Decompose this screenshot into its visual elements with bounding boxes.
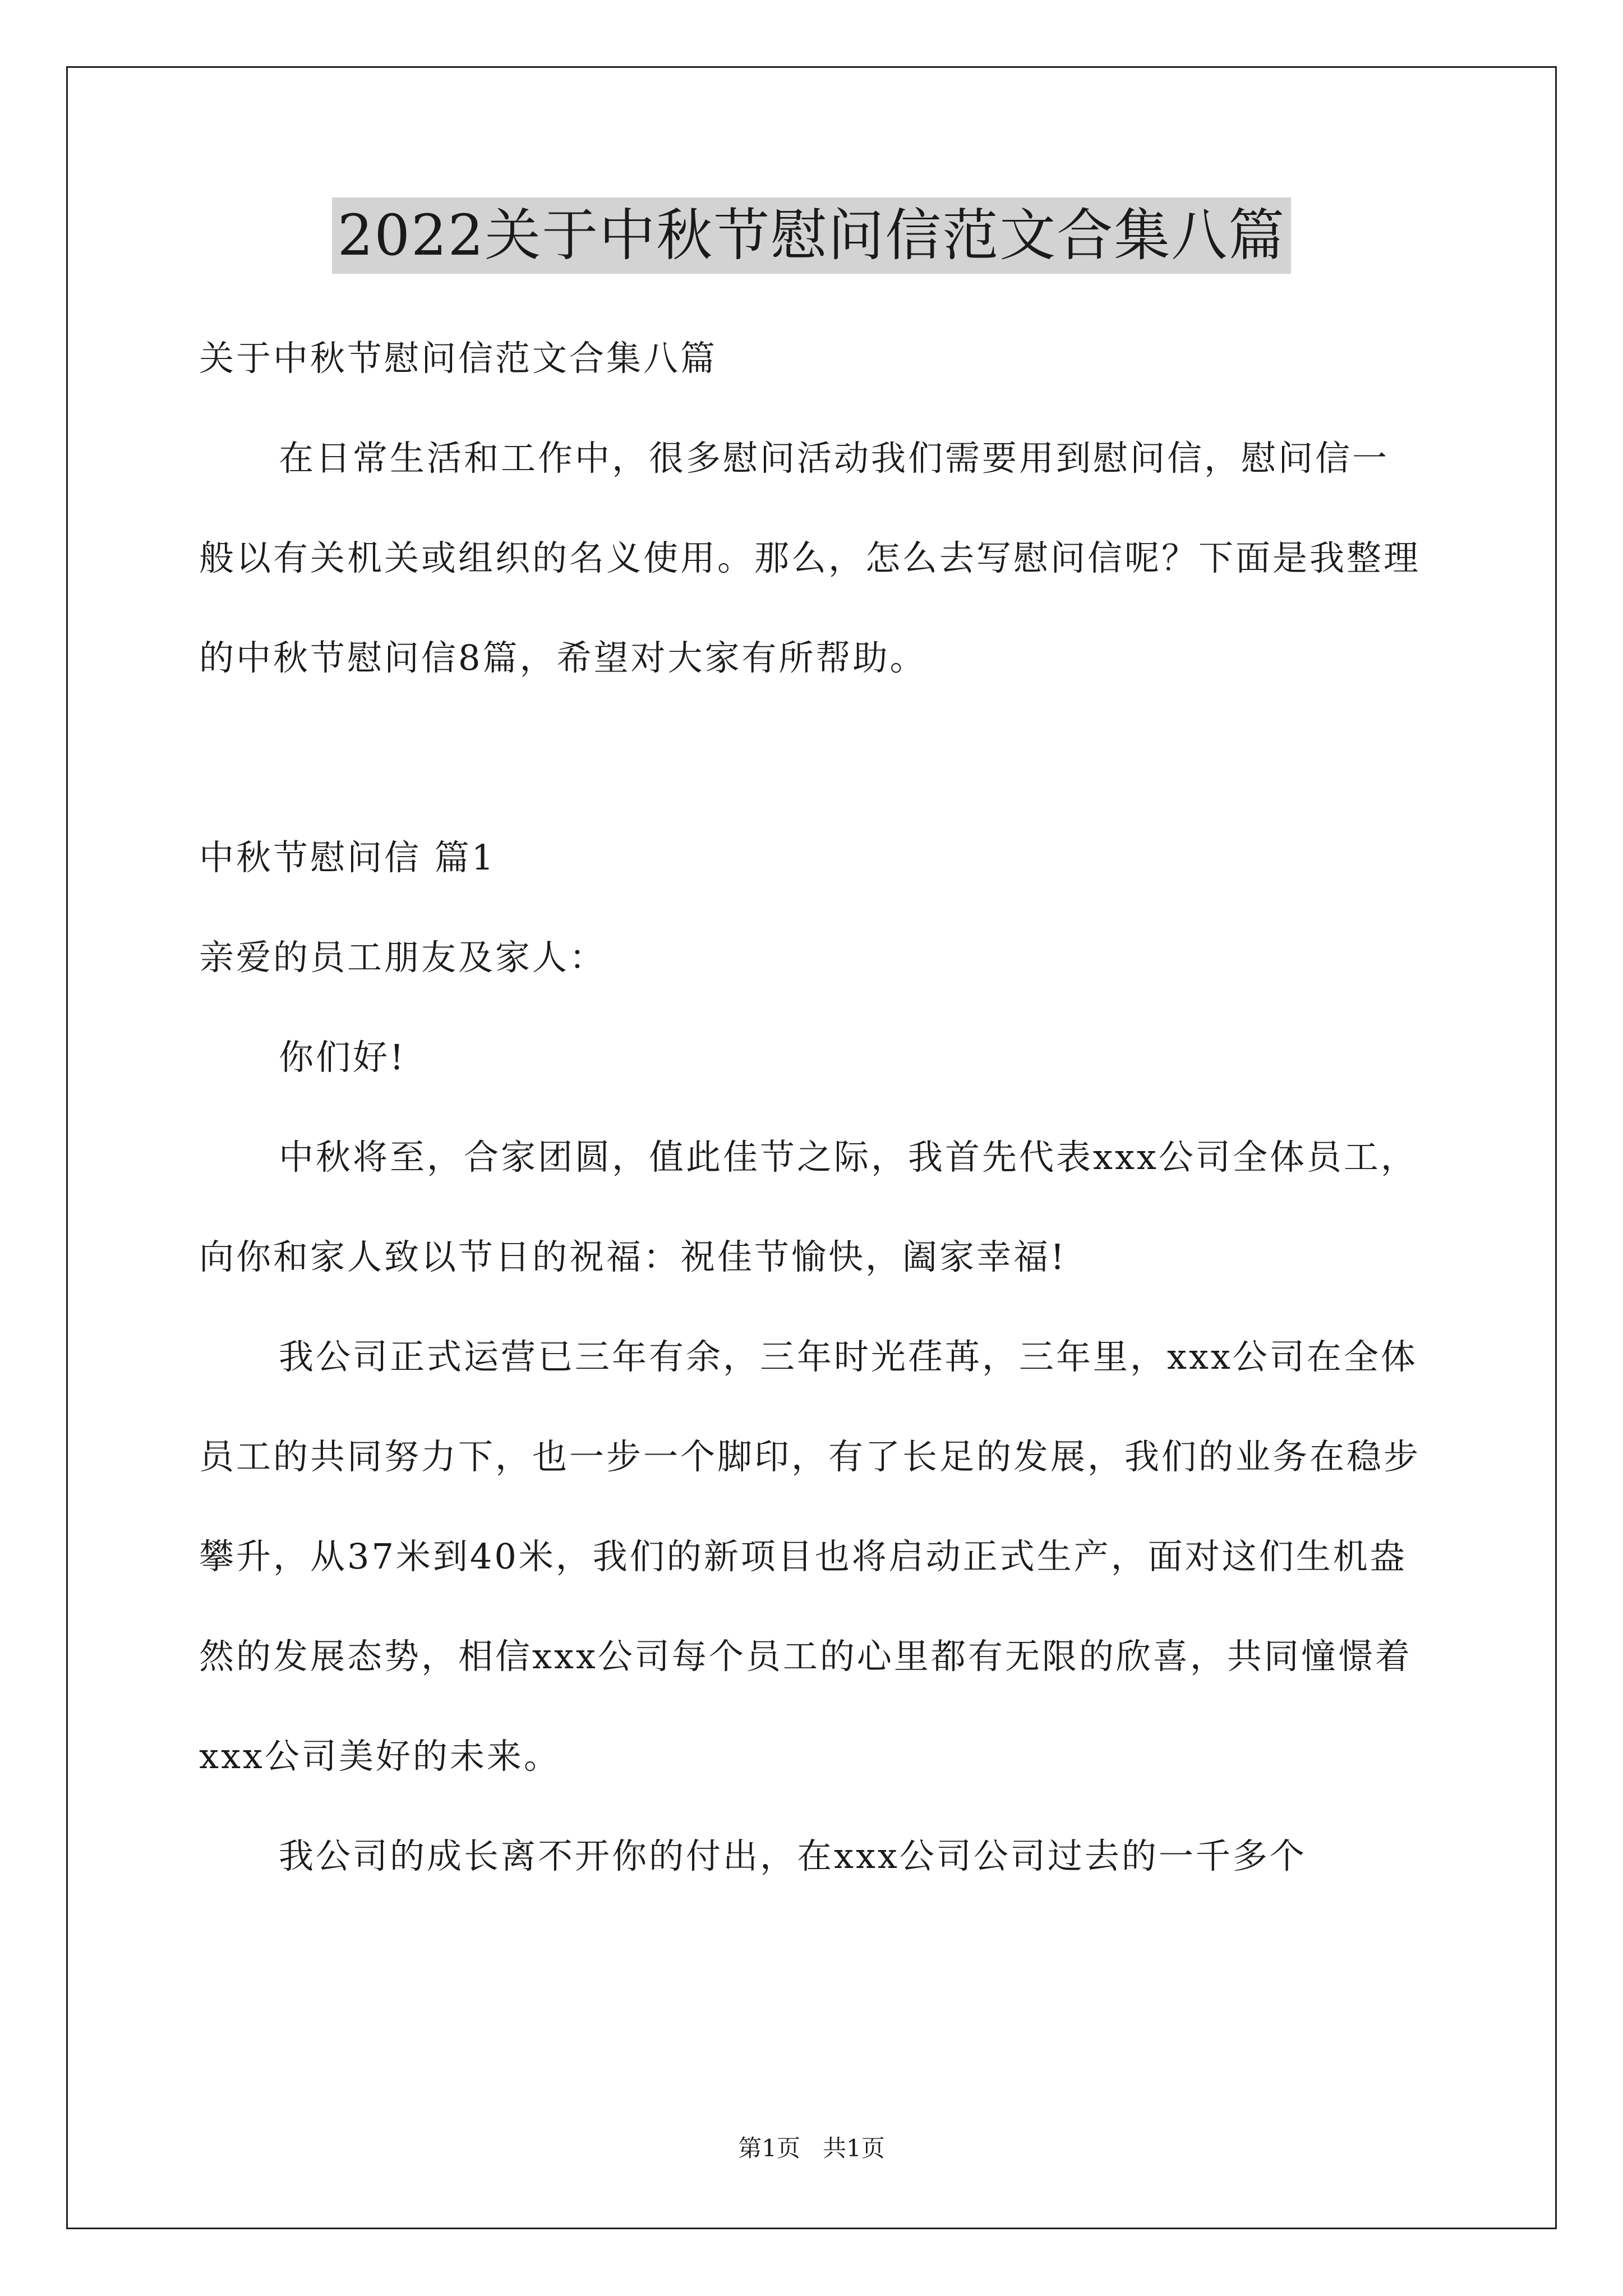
intro-paragraph: 在日常生活和工作中，很多慰问活动我们需要用到慰问信，慰问信一般以有关机关或组织的名义使用。那么，怎么去写慰问信呢？下面是我整理的中秋节慰问信8篇，希望对大家有所帮助。 xyxy=(199,438,1421,678)
document-title-text: 2022关于中秋节慰问信范文合集八篇 xyxy=(332,197,1292,274)
page-footer xyxy=(0,2132,1623,2165)
paragraph-spacer xyxy=(199,708,1423,808)
document-title xyxy=(0,197,1623,274)
document-body xyxy=(199,309,1423,1906)
section-heading: 中秋节慰问信 篇1 xyxy=(199,837,496,878)
page-total: 共1页 xyxy=(823,2134,885,2162)
subtitle-paragraph: 关于中秋节慰问信范文合集八篇 xyxy=(199,338,718,379)
greeting: 你们好! xyxy=(279,1037,406,1078)
page-number: 第1页 xyxy=(738,2134,800,2162)
body-paragraph: 我公司正式运营已三年有余，三年时光荏苒，三年里，xxx公司在全体员工的共同努力下，也一步一个脚印，有了长足的发展，我们的业务在稳步攀升，从37米到40米，我们的新项目也将启动正式生产，面对这们生机盎然的发展态势，相信xxx公司每个员工的心里都有无限的欣喜，共同憧憬着xxx公司美好的未来。 xyxy=(199,1336,1421,1777)
body-paragraph: 我公司的成长离不开你的付出，在xxx公司公司过去的一千多个 xyxy=(279,1835,1307,1876)
body-paragraph: 中秋将至，合家团圆，值此佳节之际，我首先代表xxx公司全体员工，向你和家人致以节日的祝福：祝佳节愉快，阖家幸福! xyxy=(199,1137,1418,1277)
salutation: 亲爱的员工朋友及家人： xyxy=(199,937,607,978)
